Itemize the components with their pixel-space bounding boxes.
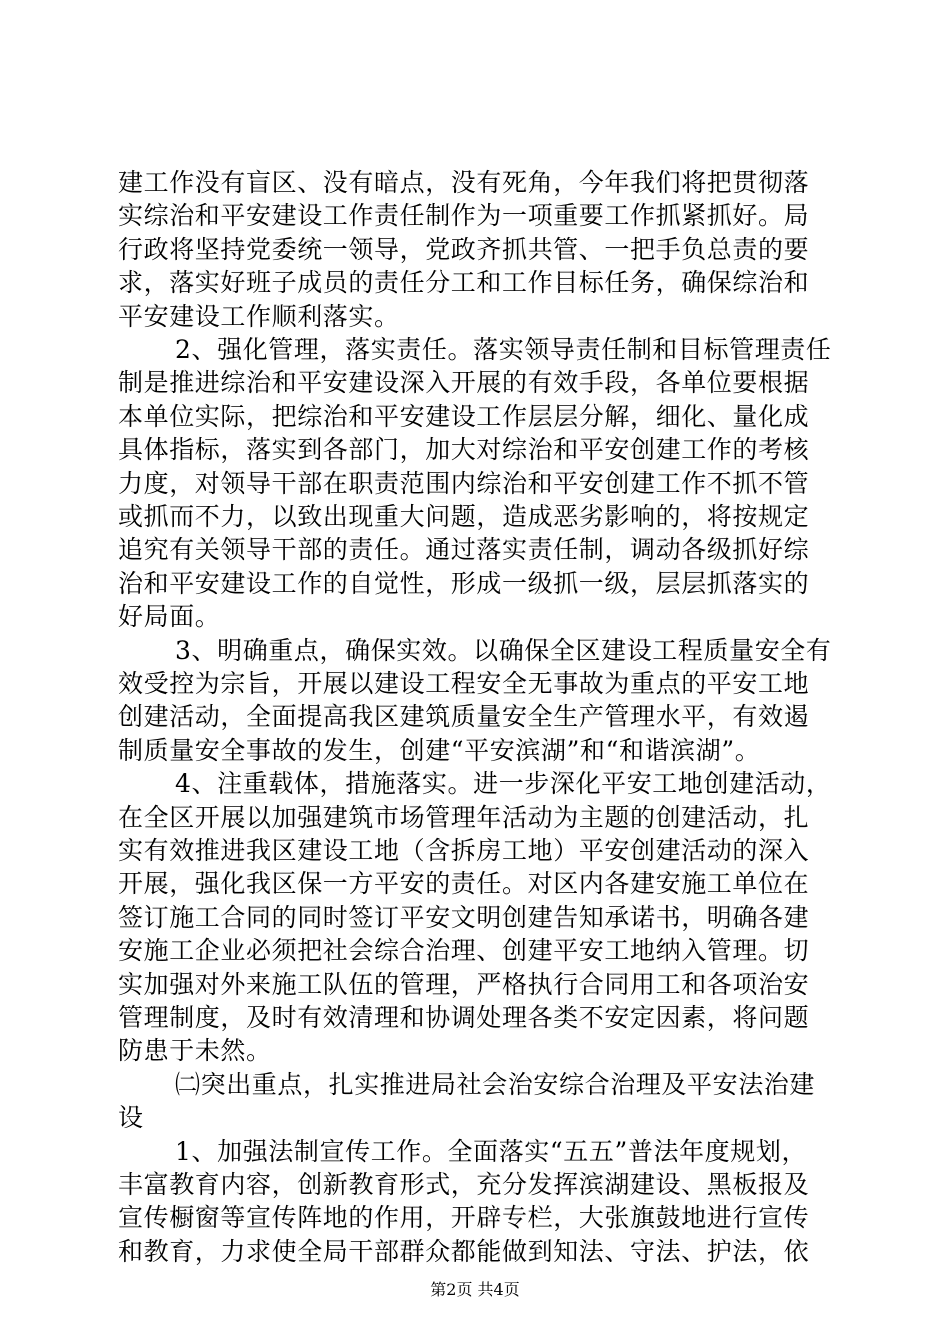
body-text-line: 开展，强化我区保一方平安的责任。对区内各建安施工单位在: [118, 869, 810, 899]
body-text-line: 制是推进综治和平安建设深入开展的有效手段，各单位要根据: [118, 368, 810, 398]
page-number-footer: 第2页 共4页: [430, 1280, 520, 1299]
body-text-line: 实加强对外来施工队伍的管理，严格执行合同用工和各项治安: [118, 969, 810, 999]
body-text-line: 力度，对领导干部在职责范围内综治和平安创建工作不抓不管: [118, 468, 810, 498]
body-text-line: 建工作没有盲区、没有暗点，没有死角，今年我们将把贯彻落: [118, 168, 810, 197]
body-text-line: 效受控为宗旨，开展以建设工程安全无事故为重点的平安工地: [118, 669, 810, 698]
body-text-line: 安施工企业必须把社会综合治理、创建平安工地纳入管理。切: [118, 936, 810, 966]
body-text-line: 设: [118, 1103, 144, 1133]
body-text-line: 制质量安全事故的发生，创建“平安滨湖”和“和谐滨湖”。: [118, 735, 761, 765]
body-text-line: 实有效推进我区建设工地（含拆房工地）平安创建活动的深入: [118, 836, 810, 865]
paragraph-start-line: 4、注重载体，措施落实。进一步深化平安工地创建活动，: [175, 769, 832, 799]
body-text-line: 实综治和平安建设工作责任制作为一项重要工作抓紧抓好。局: [118, 201, 810, 231]
body-text-line: 防患于未然。: [118, 1036, 272, 1066]
body-text-line: 平安建设工作顺利落实。: [118, 301, 400, 331]
body-text-line: 治和平安建设工作的自觉性，形成一级抓一级，层层抓落实的: [118, 568, 810, 598]
paragraph-start-line: 1、加强法制宣传工作。全面落实“五五”普法年度规划，: [175, 1136, 808, 1166]
paragraph-start-line: 2、强化管理，落实责任。落实领导责任制和目标管理责任: [175, 335, 832, 364]
body-text-line: 追究有关领导干部的责任。通过落实责任制，调动各级抓好综: [118, 535, 810, 565]
body-text-line: 宣传橱窗等宣传阵地的作用，开辟专栏，大张旗鼓地进行宣传: [118, 1203, 810, 1233]
body-text-line: 管理制度，及时有效清理和协调处理各类不安定因素，将问题: [118, 1003, 810, 1032]
paragraph-start-line: ㈡突出重点，扎实推进局社会治安综合治理及平安法治建: [175, 1069, 816, 1099]
paragraph-start-line: 3、明确重点，确保实效。以确保全区建设工程质量安全有: [175, 635, 832, 665]
body-text-line: 在全区开展以加强建筑市场管理年活动为主题的创建活动，扎: [118, 802, 810, 832]
body-text-line: 或抓而不力，以致出现重大问题，造成恶劣影响的，将按规定: [118, 502, 810, 531]
body-text-line: 和教育，力求使全局干部群众都能做到知法、守法、护法，依: [118, 1236, 810, 1266]
body-text-line: 具体指标，落实到各部门，加大对综治和平安创建工作的考核: [118, 435, 810, 465]
body-text-line: 好局面。: [118, 602, 221, 632]
body-text-line: 求，落实好班子成员的责任分工和工作目标任务，确保综治和: [118, 268, 810, 298]
body-text-line: 创建活动，全面提高我区建筑质量安全生产管理水平，有效遏: [118, 702, 810, 732]
body-text-line: 本单位实际，把综治和平安建设工作层层分解，细化、量化成: [118, 401, 810, 431]
body-text-line: 行政将坚持党委统一领导，党政齐抓共管、一把手负总责的要: [118, 234, 810, 264]
body-text-line: 丰富教育内容，创新教育形式，充分发挥滨湖建设、黑板报及: [118, 1170, 810, 1199]
body-text-line: 签订施工合同的同时签订平安文明创建告知承诺书，明确各建: [118, 902, 810, 932]
